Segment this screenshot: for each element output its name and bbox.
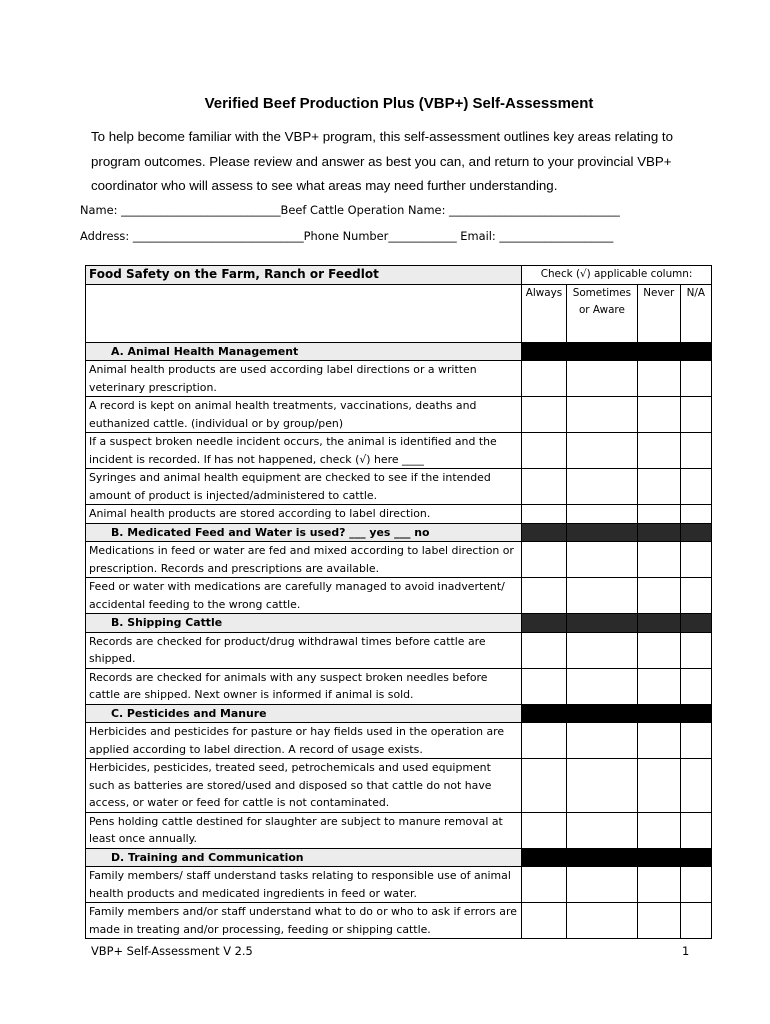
table-row [86, 578, 712, 614]
check-cell-always[interactable] [522, 812, 567, 848]
item-description: Feed or water with medications are carefully managed to avoid inadvertent/ accidental feeding to the wrong cattle. [86, 578, 522, 614]
check-cell-always[interactable] [522, 469, 567, 505]
check-cell-always[interactable] [522, 542, 567, 578]
check-cell-na[interactable] [680, 578, 711, 614]
check-cell-sometimes[interactable] [566, 578, 637, 614]
item-description: Family members/ staff understand tasks relating to responsible use of animal health products and medicated ingredients in feed or water. [86, 867, 522, 903]
section-shaded-cell [637, 848, 680, 867]
item-description: Syringes and animal health equipment are checked to see if the intended amount of product is injected/administered to cattle. [86, 469, 522, 505]
section-label [86, 704, 522, 723]
check-cell-na[interactable] [680, 397, 711, 433]
item-description: If a suspect broken needle incident occurs, the animal is identified and the incident is recorded. If has not happened, check (√) here ____ [86, 433, 522, 469]
section-shaded-cell [566, 614, 637, 633]
section-shaded-cell [637, 523, 680, 542]
section-shaded-cell [680, 848, 711, 867]
section-shaded-cell [680, 704, 711, 723]
table-row [86, 433, 712, 469]
page-number: 1 [682, 944, 690, 958]
section-shaded-cell [680, 614, 711, 633]
section-row [86, 523, 712, 542]
check-cell-na[interactable] [680, 632, 711, 668]
table-row [86, 397, 712, 433]
table-row [86, 867, 712, 903]
section-label-text: D. Training and Communication [111, 850, 304, 864]
item-description: Herbicides, pesticides, treated seed, petrochemicals and used equipment such as batteries are stored/used and disposed so that cattle do not have access, or water or feed for cattle is not contaminated. [86, 759, 522, 813]
table-row [86, 668, 712, 704]
check-cell-always[interactable] [522, 505, 567, 524]
check-cell-always[interactable] [522, 433, 567, 469]
check-cell-never[interactable] [637, 505, 680, 524]
check-cell-never[interactable] [637, 867, 680, 903]
check-cell-na[interactable] [680, 867, 711, 903]
check-cell-na[interactable] [680, 812, 711, 848]
section-shaded-cell [680, 523, 711, 542]
item-description: A record is kept on animal health treatments, vaccinations, deaths and euthanized cattle. (individual or by group/pen) [86, 397, 522, 433]
table-row [86, 903, 712, 939]
column-header-never: Never [637, 284, 680, 342]
check-cell-always[interactable] [522, 903, 567, 939]
section-shaded-cell [566, 848, 637, 867]
check-cell-always[interactable] [522, 632, 567, 668]
column-header-sometimes: Sometimes or Aware [566, 284, 637, 342]
section-shaded-cell [522, 848, 567, 867]
section-shaded-cell [680, 342, 711, 361]
section-shaded-cell [522, 342, 567, 361]
check-cell-sometimes[interactable] [566, 903, 637, 939]
check-cell-always[interactable] [522, 397, 567, 433]
check-cell-never[interactable] [637, 723, 680, 759]
check-cell-never[interactable] [637, 668, 680, 704]
check-cell-sometimes[interactable] [566, 397, 637, 433]
check-cell-sometimes[interactable] [566, 867, 637, 903]
check-cell-always[interactable] [522, 361, 567, 397]
check-cell-never[interactable] [637, 433, 680, 469]
item-description: Pens holding cattle destined for slaughter are subject to manure removal at least once annually. [86, 812, 522, 848]
section-shaded-cell [637, 342, 680, 361]
section-label-text: C. Pesticides and Manure [111, 706, 267, 720]
item-description: Animal health products are stored according to label direction. [86, 505, 522, 524]
table-row [86, 812, 712, 848]
column-header-always: Always [522, 284, 567, 342]
table-row [86, 505, 712, 524]
table-row [86, 542, 712, 578]
section-label [86, 523, 522, 542]
table-row [86, 759, 712, 813]
table-heading: Food Safety on the Farm, Ranch or Feedlot [86, 266, 522, 285]
table-row [86, 723, 712, 759]
check-cell-na[interactable] [680, 542, 711, 578]
check-cell-sometimes[interactable] [566, 505, 637, 524]
section-shaded-cell [637, 704, 680, 723]
check-cell-never[interactable] [637, 903, 680, 939]
section-label-text: A. Animal Health Management [111, 344, 299, 358]
check-cell-always[interactable] [522, 723, 567, 759]
check-cell-never[interactable] [637, 542, 680, 578]
name-operation-fields[interactable]: Name: ____________________________Beef Cattle Operation Name: ______________________________ [80, 203, 620, 217]
check-cell-never[interactable] [637, 469, 680, 505]
check-cell-na[interactable] [680, 903, 711, 939]
check-cell-sometimes[interactable] [566, 632, 637, 668]
check-cell-never[interactable] [637, 632, 680, 668]
check-cell-sometimes[interactable] [566, 759, 637, 813]
check-cell-never[interactable] [637, 361, 680, 397]
item-description: Family members and/or staff understand what to do or who to ask if errors are made in treating and/or processing, feeding or shipping cattle. [86, 903, 522, 939]
section-label-text: B. Shipping Cattle [111, 616, 223, 629]
section-row [86, 848, 712, 867]
check-cell-never[interactable] [637, 578, 680, 614]
check-cell-na[interactable] [680, 505, 711, 524]
check-cell-always[interactable] [522, 578, 567, 614]
item-description: Records are checked for product/drug withdrawal times before cattle are shipped. [86, 632, 522, 668]
assessment-table [85, 265, 712, 939]
table-row [86, 632, 712, 668]
section-label [86, 848, 522, 867]
intro-paragraph: To help become familiar with the VBP+ program, this self-assessment outlines key areas relating to program outcomes. Please review and answer as best you can, and return to your provincial VBP+ coordinator who will assess to see what areas may need further understanding. [91, 129, 674, 193]
section-shaded-cell [566, 523, 637, 542]
check-cell-never[interactable] [637, 812, 680, 848]
check-cell-sometimes[interactable] [566, 542, 637, 578]
check-cell-na[interactable] [680, 433, 711, 469]
section-label [86, 342, 522, 361]
check-cell-na[interactable] [680, 361, 711, 397]
check-cell-sometimes[interactable] [566, 812, 637, 848]
check-cell-sometimes[interactable] [566, 469, 637, 505]
check-cell-always[interactable] [522, 759, 567, 813]
column-header-na: N/A [680, 284, 711, 342]
check-cell-sometimes[interactable] [566, 361, 637, 397]
section-shaded-cell [522, 614, 567, 633]
section-row [86, 614, 712, 633]
check-cell-never[interactable] [637, 759, 680, 813]
check-cell-sometimes[interactable] [566, 433, 637, 469]
table-row [86, 361, 712, 397]
section-row [86, 704, 712, 723]
check-cell-na[interactable] [680, 668, 711, 704]
item-description: Records are checked for animals with any suspect broken needles before cattle are shipped. Next owner is informed if animal is sold. [86, 668, 522, 704]
address-phone-email-fields[interactable]: Address: ______________________________Phone Number____________ Email: ____________________ [80, 229, 614, 243]
check-instruction: Check (√) applicable column: [522, 266, 712, 285]
section-label [86, 614, 522, 633]
check-cell-na[interactable] [680, 723, 711, 759]
check-cell-na[interactable] [680, 469, 711, 505]
check-cell-never[interactable] [637, 397, 680, 433]
check-cell-sometimes[interactable] [566, 668, 637, 704]
header-blank-cell [86, 284, 522, 342]
table-row [86, 469, 712, 505]
section-shaded-cell [637, 614, 680, 633]
section-shaded-cell [522, 523, 567, 542]
item-description: Medications in feed or water are fed and mixed according to label direction or prescription. Records and prescriptions are available. [86, 542, 522, 578]
document-title: Verified Beef Production Plus (VBP+) Self-Assessment [204, 95, 594, 112]
section-row [86, 342, 712, 361]
check-cell-sometimes[interactable] [566, 723, 637, 759]
check-cell-na[interactable] [680, 759, 711, 813]
section-shaded-cell [566, 704, 637, 723]
check-cell-always[interactable] [522, 867, 567, 903]
section-shaded-cell [566, 342, 637, 361]
section-shaded-cell [522, 704, 567, 723]
item-description: Animal health products are used according label directions or a written veterinary prescription. [86, 361, 522, 397]
section-label-text: B. Medicated Feed and Water is used? ___ yes ___ no [111, 525, 430, 539]
item-description: Herbicides and pesticides for pasture or hay fields used in the operation are applied according to label direction. A record of usage exists. [86, 723, 522, 759]
check-cell-always[interactable] [522, 668, 567, 704]
footer-version: VBP+ Self-Assessment V 2.5 [91, 944, 253, 958]
